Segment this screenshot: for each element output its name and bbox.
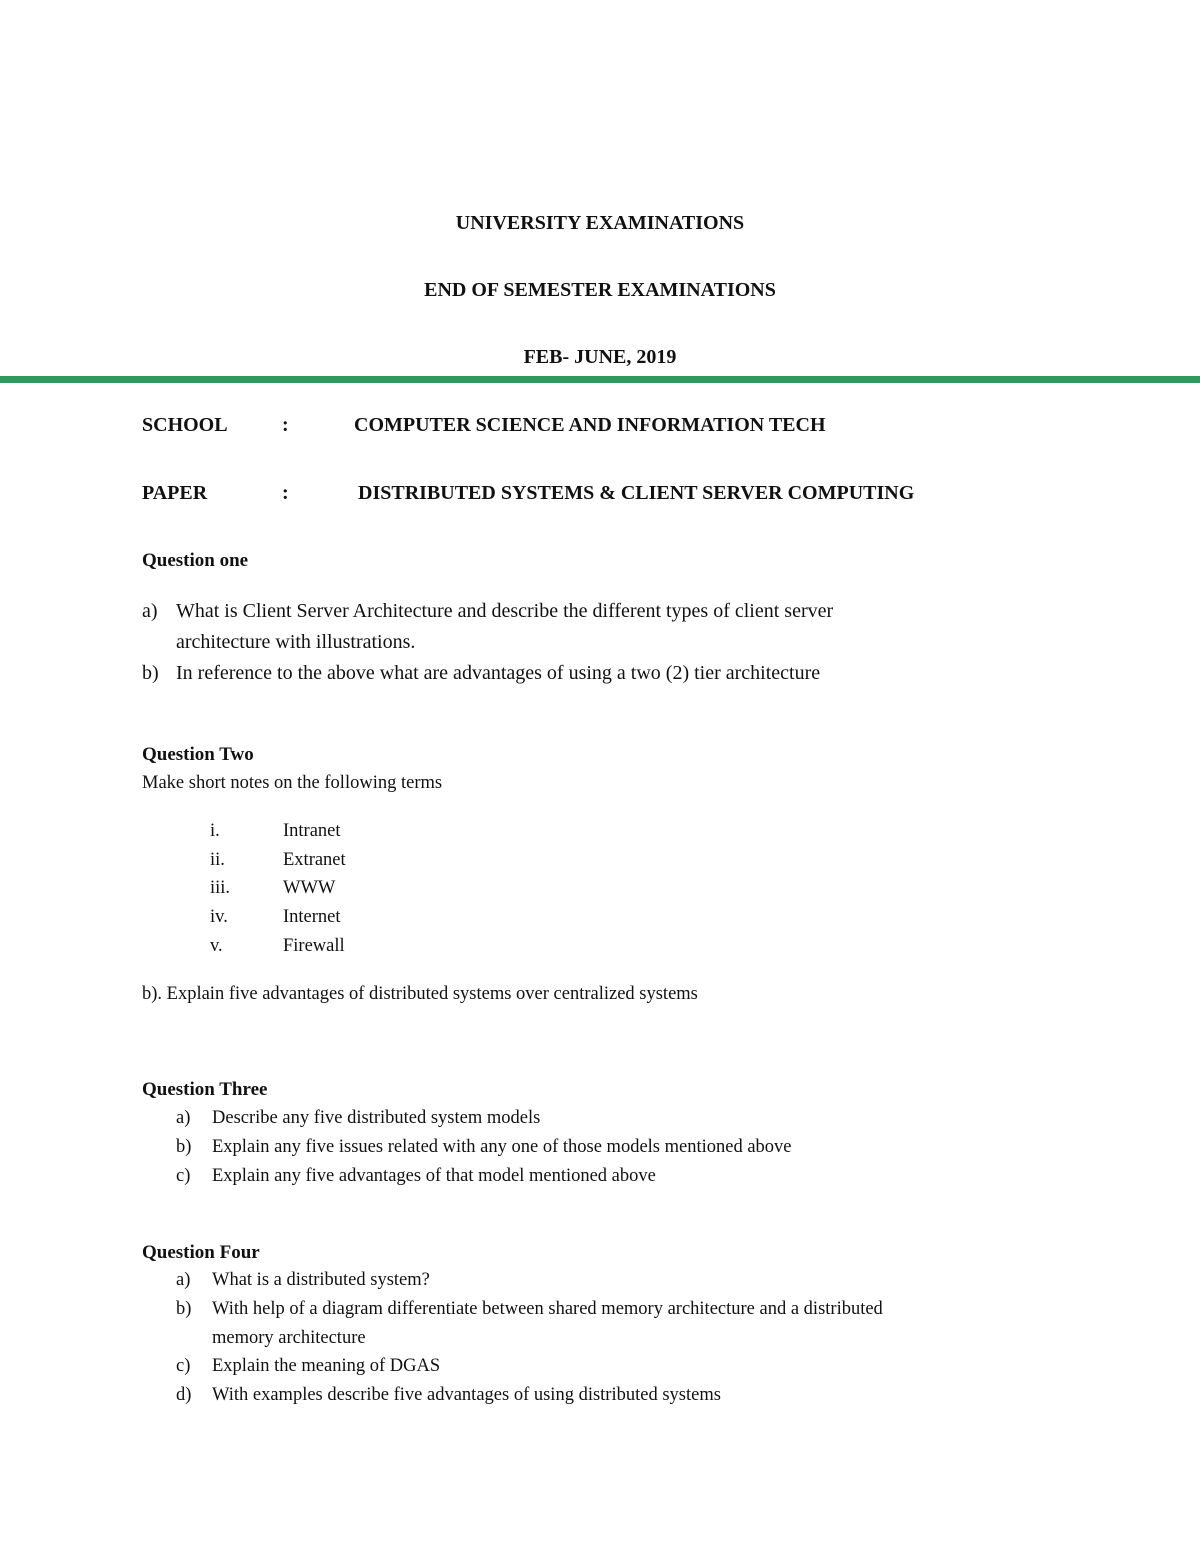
q2-term-marker: iv. bbox=[210, 907, 228, 927]
question-two-title: Question Two bbox=[142, 744, 254, 765]
q2-term-www: WWW bbox=[283, 878, 336, 898]
q4-item-d-text: With examples describe five advantages of using distributed systems bbox=[212, 1385, 721, 1405]
q2-term-marker: i. bbox=[210, 821, 220, 841]
q2-term-intranet: Intranet bbox=[283, 821, 341, 841]
paper-label: PAPER bbox=[142, 482, 208, 504]
q1-item-b-text: In reference to the above what are advantages of using a two (2) tier architecture bbox=[176, 662, 821, 684]
q2-term-firewall: Firewall bbox=[283, 936, 345, 956]
exam-subtitle: END OF SEMESTER EXAMINATIONS bbox=[424, 279, 776, 301]
q1-item-a-text-cont: architecture with illustrations. bbox=[176, 631, 416, 653]
q1-item-a-text: What is Client Server Architecture and describe the different types of client server bbox=[176, 600, 834, 622]
q1-item-a-marker: a) bbox=[142, 600, 158, 622]
paper-colon: : bbox=[282, 482, 289, 504]
q4-item-b-text: With help of a diagram differentiate between shared memory architecture and a distributed bbox=[212, 1299, 883, 1319]
paper-value: DISTRIBUTED SYSTEMS & CLIENT SERVER COMPUTING bbox=[358, 482, 915, 504]
q4-item-marker: d) bbox=[176, 1385, 192, 1405]
q3-item-marker: a) bbox=[176, 1108, 191, 1128]
school-value: COMPUTER SCIENCE AND INFORMATION TECH bbox=[354, 414, 826, 436]
q3-item-a-text: Describe any five distributed system models bbox=[212, 1108, 541, 1128]
school-label: SCHOOL bbox=[142, 414, 228, 436]
q2-intro: Make short notes on the following terms bbox=[142, 773, 443, 793]
question-three-title: Question Three bbox=[142, 1079, 268, 1100]
q3-item-c-text: Explain any five advantages of that model mentioned above bbox=[212, 1166, 656, 1186]
question-four-title: Question Four bbox=[142, 1242, 260, 1263]
q2-term-marker: v. bbox=[210, 936, 223, 956]
q3-item-marker: c) bbox=[176, 1166, 191, 1186]
q3-item-marker: b) bbox=[176, 1137, 192, 1157]
q2-term-internet: Internet bbox=[283, 907, 341, 927]
q4-item-b-text-cont: memory architecture bbox=[212, 1328, 366, 1348]
exam-period: FEB- JUNE, 2019 bbox=[523, 346, 677, 368]
q2-term-extranet: Extranet bbox=[283, 850, 346, 870]
question-one-title: Question one bbox=[142, 550, 249, 571]
q4-item-marker: b) bbox=[176, 1299, 192, 1319]
header-divider bbox=[0, 376, 1200, 383]
q4-item-marker: c) bbox=[176, 1356, 191, 1376]
school-colon: : bbox=[282, 414, 289, 436]
q4-item-marker: a) bbox=[176, 1270, 191, 1290]
q3-item-b-text: Explain any five issues related with any one of those models mentioned above bbox=[212, 1137, 792, 1157]
q4-item-c-text: Explain the meaning of DGAS bbox=[212, 1356, 441, 1376]
q2-term-marker: iii. bbox=[210, 878, 231, 898]
q2-part-b: b). Explain five advantages of distributed systems over centralized systems bbox=[142, 984, 698, 1004]
q4-item-a-text: What is a distributed system? bbox=[212, 1270, 430, 1290]
q2-term-marker: ii. bbox=[210, 850, 225, 870]
q1-item-b-marker: b) bbox=[142, 662, 159, 684]
exam-title: UNIVERSITY EXAMINATIONS bbox=[455, 212, 745, 234]
